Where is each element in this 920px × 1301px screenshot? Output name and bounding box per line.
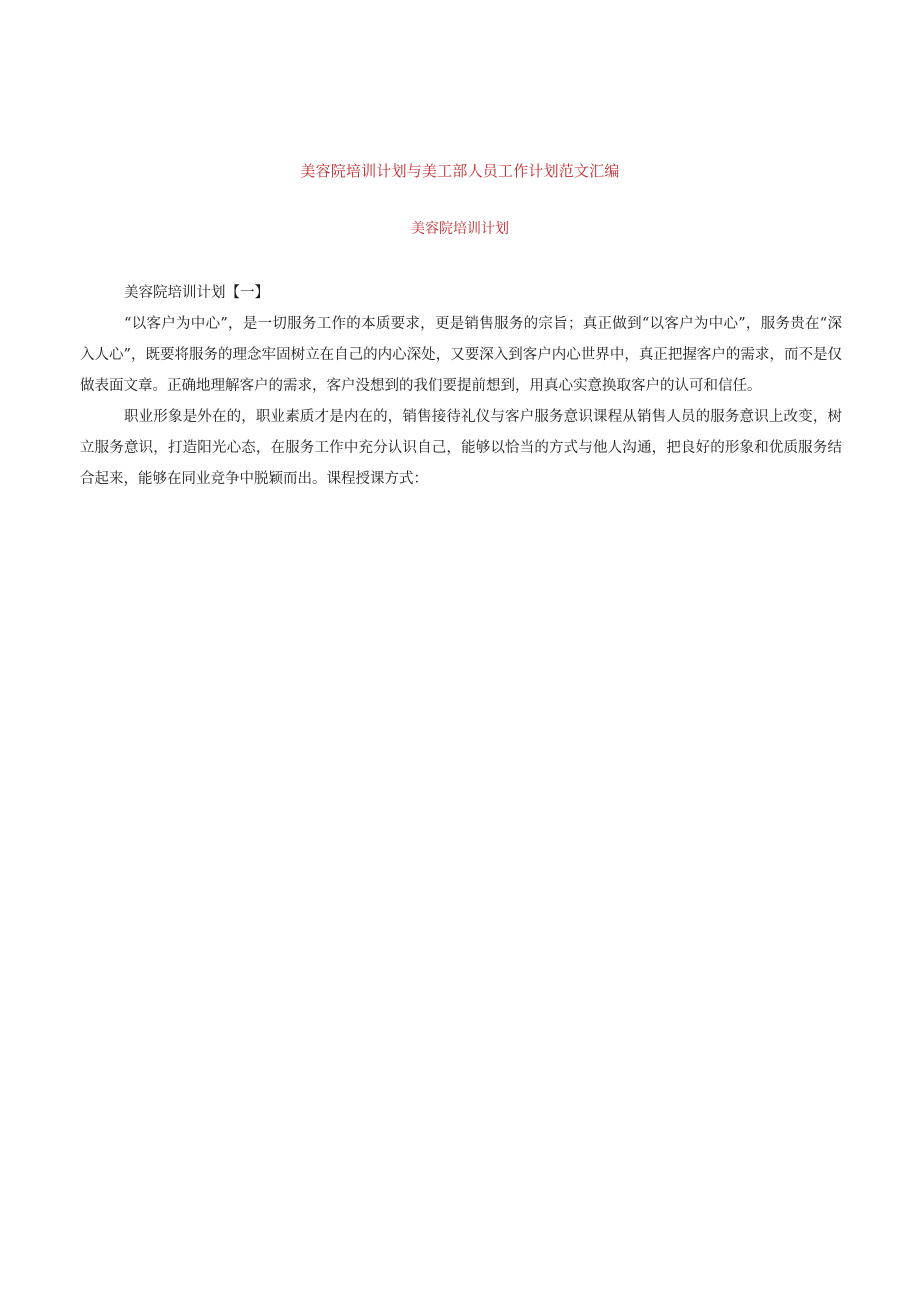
document-body [80, 278, 842, 495]
document-title: 美容院培训计划与美工部人员工作计划范文汇编 [300, 162, 620, 180]
paragraph-1: “以客户为中心”，是一切服务工作的本质要求，更是销售服务的宗旨；真正做到“以客户为中心”，服务贵在“深入人心”，既要将服务的理念牢固树立在自己的内心深处，又要深入到客户内心世界中，真正把握客户的需求，而不是仅做表面文章。正确地理解客户的需求，客户没想到的我们要提前想到，用真心实意换取客户的认可和信任。 [80, 316, 842, 394]
section-title: 美容院培训计划 [411, 221, 509, 237]
subheading: 美容院培训计划【一】 [124, 285, 269, 301]
paragraph-2: 职业形象是外在的，职业素质才是内在的，销售接待礼仪与客户服务意识课程从销售人员的服务意识上改变，树立服务意识，打造阳光心态，在服务工作中充分认识自己，能够以恰当的方式与他人沟通，把良好的形象和优质服务结合起来，能够在同业竞争中脱颖而出。课程授课方式： [80, 409, 842, 487]
